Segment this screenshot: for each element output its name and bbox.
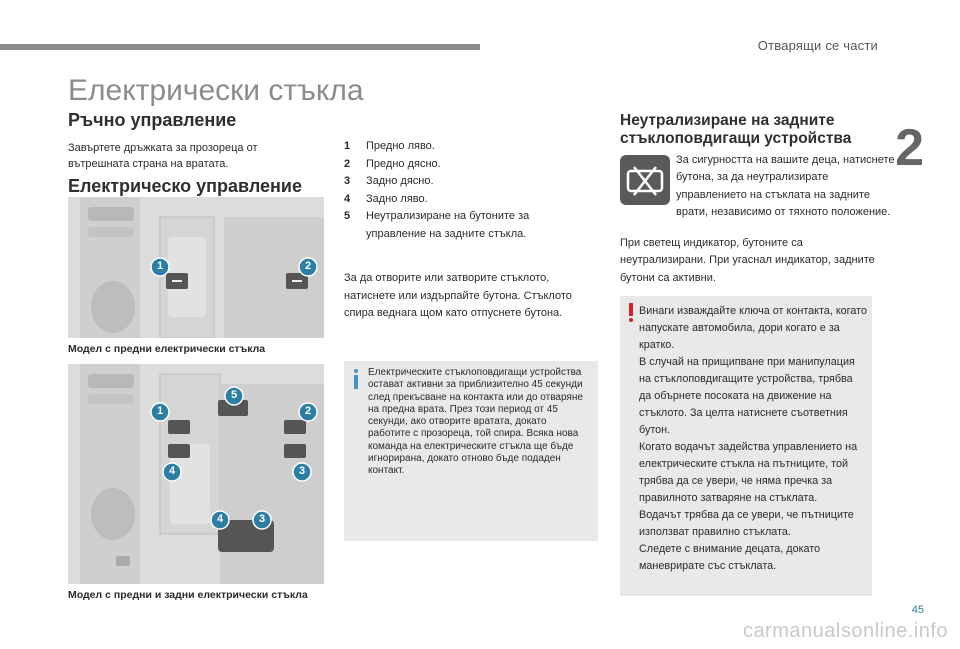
rear-heading: Неутрализиране на задните стъклоповдигащи устройства — [620, 112, 852, 147]
callout-2 — [298, 402, 318, 422]
item-text: Задно дясно. — [366, 175, 434, 187]
rear-window-lock-icon — [620, 155, 670, 205]
callout-label: 2 — [304, 405, 312, 417]
electric-heading: Електрическо управление — [68, 176, 302, 196]
rear-text-2: При светещ индикатор, бутоните са неутрализирани. При угаснал индикатор, задните бутони са активни. — [620, 237, 875, 284]
watermark: carmanualsonline.info — [742, 620, 948, 642]
item-number: 3 — [344, 175, 351, 187]
list-item — [344, 191, 584, 209]
manual-heading: Ръчно управление — [68, 110, 237, 130]
button-legend — [344, 138, 584, 243]
list-item — [344, 173, 584, 191]
open-close-text: За да отворите или затворите стъклото, натиснете или издърпайте бутона. Стъклото спира веднага щом като отпуснете бутона. — [344, 272, 572, 319]
warning-box — [620, 296, 872, 596]
caption-front-rear: Модел с предни и задни електрически стъкла — [68, 589, 308, 601]
item-text: Неутрализиране на бутоните за управление на задните стъкла. — [366, 210, 530, 240]
callout-3 — [252, 510, 272, 530]
callout-label: 5 — [230, 389, 238, 401]
callout-5 — [224, 386, 244, 406]
callout-label: 3 — [298, 465, 306, 477]
item-number: 5 — [344, 210, 351, 222]
callout-label: 2 — [304, 260, 312, 272]
item-number: 1 — [344, 140, 351, 152]
list-item — [344, 208, 584, 243]
item-number: 4 — [344, 192, 351, 205]
list-item — [344, 156, 584, 174]
item-text: Задно ляво. — [366, 192, 428, 205]
rear-text-1: За сигурността на вашите деца, натиснете бутона, за да неутрализирате управлението на стъклата на задните врати, независимо от тяхното положение. — [676, 154, 895, 218]
callout-4 — [162, 462, 182, 482]
manual-text: Завъртете дръжката за прозореца от вътрешната страна на вратата. — [68, 142, 258, 170]
callout-label: 1 — [156, 405, 164, 417]
warning-icon — [628, 303, 634, 322]
front-rear-windows-photo — [68, 364, 324, 584]
callout-label: 4 — [168, 465, 176, 477]
item-text: Предно ляво. — [366, 140, 435, 152]
callout-4 — [210, 510, 230, 530]
header-bar — [0, 44, 480, 50]
item-text: Предно дясно. — [366, 157, 441, 170]
page-number: 45 — [911, 604, 924, 616]
list-item — [344, 138, 584, 156]
chapter-number: 2 — [895, 119, 924, 177]
callout-1 — [150, 402, 170, 422]
info-icon — [354, 369, 358, 389]
front-windows-photo — [68, 197, 324, 338]
item-number: 2 — [344, 157, 351, 170]
section-title: Отварящи се части — [757, 38, 878, 53]
page-title: Електрически стъкла — [68, 74, 364, 107]
caption-front: Модел с предни електрически стъкла — [68, 343, 266, 355]
callout-1 — [150, 257, 170, 277]
callout-3 — [292, 462, 312, 482]
info-box — [344, 361, 598, 541]
callout-label: 1 — [156, 260, 164, 272]
callout-label: 4 — [216, 513, 224, 525]
callout-2 — [298, 257, 318, 277]
callout-label: 3 — [258, 513, 266, 525]
warning-text: Винаги изваждайте ключа от контакта, когато напускате автомобила, дори когато е за кратко. В случай на прищипване при манипулация на стъклоповдигащите устройства, трябва да обърнете посоката на движение на стъклото. За целта натиснете съответния бутон. Когато водачът задейства управлението на електрическите стъкла на пътниците, той трябва да се увери, че няма пречка за правилното затваряне на стъклата. Водачът трябва да се увери, че пътниците използват правилно стъклата. Следете с внимание децата, докато маневрирате със стъклата. — [639, 305, 867, 572]
info-text: Електрическите стъклоповдигащи устройства остават активни за приблизително 45 секунди след прекъсване на контакта или до отваряне на предна врата. През този период от 45 секунди, ако отворите вратата, докато работите с прозореца, той спира. Всяка нова команда на електрическите стъкла ще бъде игнорирана, докато отново бъде подаден контакт. — [368, 367, 583, 477]
